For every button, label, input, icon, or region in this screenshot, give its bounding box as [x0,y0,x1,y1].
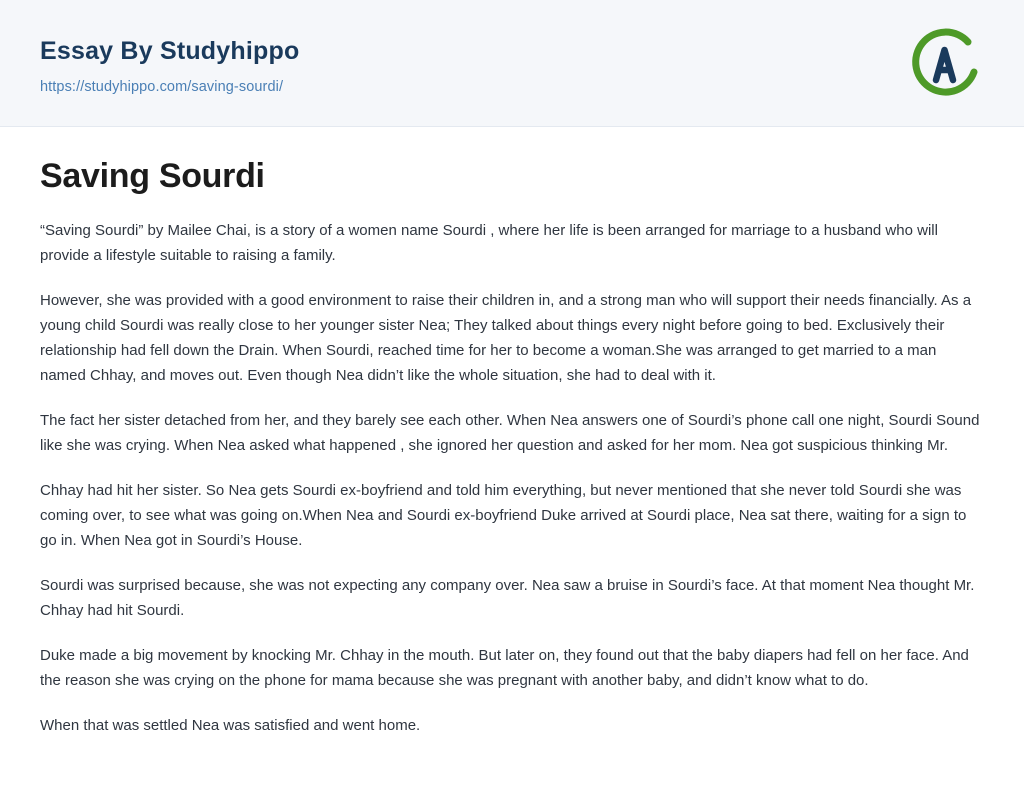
source-url-link[interactable]: https://studyhippo.com/saving-sourdi/ [40,78,284,95]
brand-block [40,38,299,95]
paragraph: Duke made a big movement by knocking Mr. Chhay in the mouth. But later on, they found out that the baby diapers had fell on her face. And the reason she was crying on the phone for mama because she was pregnant with another baby, and didn’t know what to do. [40,647,969,689]
site-brand-title: Essay By Studyhippo [40,37,300,65]
site-header [0,0,1024,127]
article-body [0,127,1024,738]
paragraph: “Saving Sourdi” by Mailee Chai, is a story of a women name Sourdi , where her life is been arranged for marriage to a husband who will provide a lifestyle suitable to raising a family. [40,222,938,264]
paragraph: The fact her sister detached from her, and they barely see each other. When Nea answers one of Sourdi’s phone call one night, Sourdi Sound like she was crying. When Nea asked what happened , she ignored her question and asked for her mom. Nea got suspicious thinking Mr. [40,412,980,454]
paragraph: When that was settled Nea was satisfied and went home. [40,717,421,734]
paragraph: Sourdi was surprised because, she was not expecting any company over. Nea saw a bruise in Sourdi’s face. At that moment Nea thought Mr. Chhay had hit Sourdi. [40,577,975,619]
page-title: Saving Sourdi [40,157,265,195]
paragraph: However, she was provided with a good environment to raise their children in, and a strong man who will support their needs financially. As a young child Sourdi was really close to her younger sister Nea; They talked about things every night before going to bed. Exclusively their relationship had fell down the Drain. When Sourdi, reached time for her to become a woman.She was arranged to get married to a man named Chhay, and moves out. Even though Nea didn’t like the whole situation, she had to deal with it. [40,292,972,384]
paragraph: Chhay had hit her sister. So Nea gets Sourdi ex-boyfriend and told him everything, but never mentioned that she never told Sourdi she was coming over, to see what was going on.When Nea and Sourdi ex-boyfriend Duke arrived at Sourdi place, Nea sat there, waiting for a sign to go in. When Nea got in Sourdi’s House. [40,482,967,549]
studyhippo-a-logo-icon [906,26,982,102]
